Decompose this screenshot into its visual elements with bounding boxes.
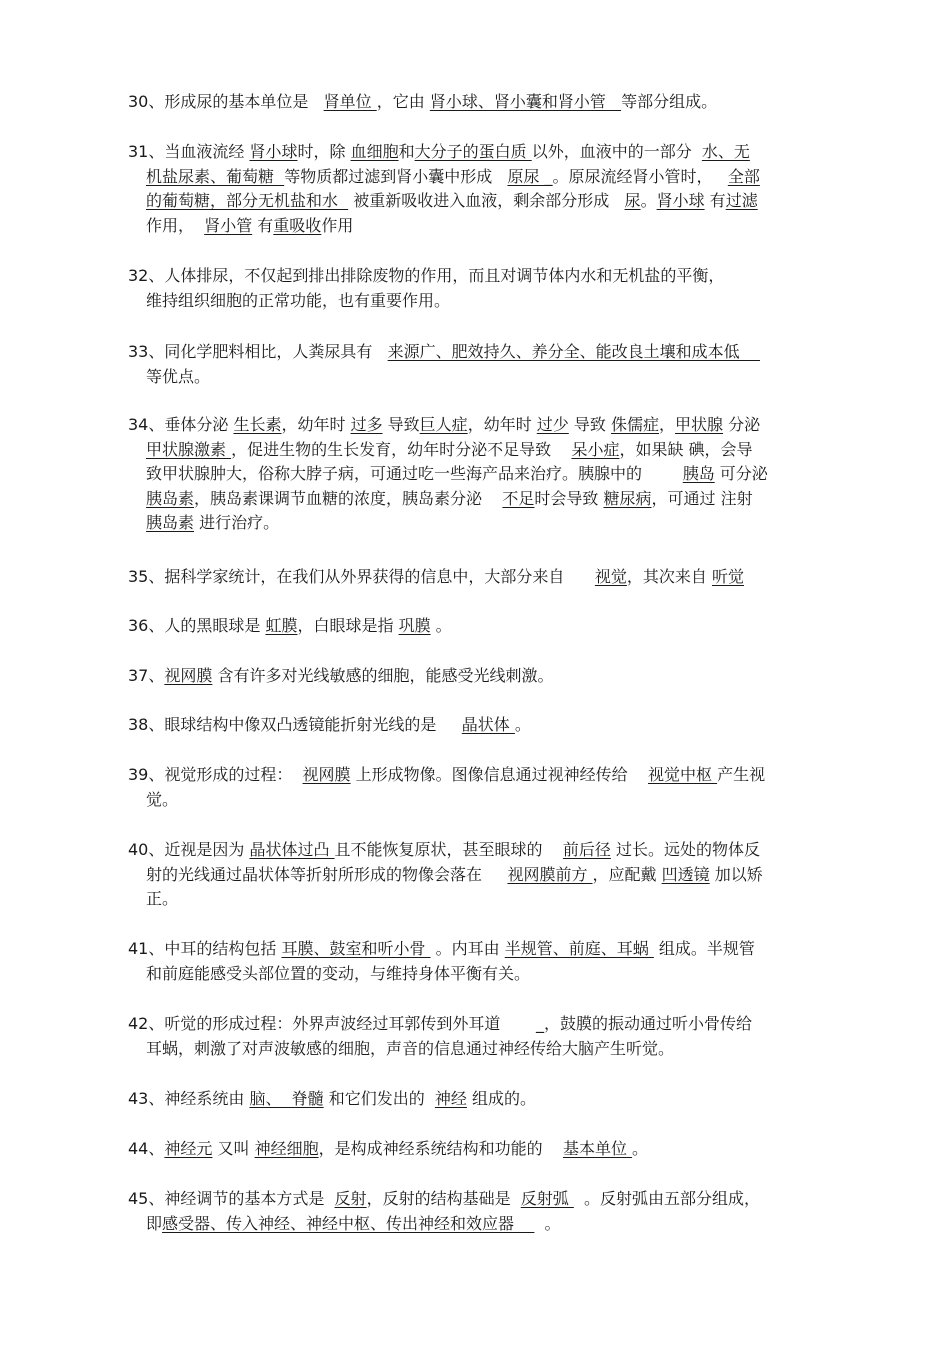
answer-blank: 神经元 [164,1139,213,1158]
answer-blank: 反射弧 [520,1189,574,1208]
question-text: 41、中耳的结构包括 [128,939,282,958]
text-line [128,438,840,463]
question-text: 觉。 [146,789,179,809]
question-text: 产生视 [717,765,766,784]
question-text: 和 [398,142,415,161]
answer-blank: 全部 [727,166,760,186]
question-text: ，反射的结构基础是 [366,1189,521,1208]
answer-blank: 过滤 [725,191,758,211]
question-text: ，促进生物的生长发育，幼年时分泌不足导致 [231,439,572,459]
answer-blank: 尿 [624,191,641,211]
question-item [128,264,840,313]
answer-blank: 视网膜 [302,765,351,784]
question-text: 可分泌 [714,464,768,484]
question-text: 耳蜗，刺激了对声波敏感的细胞，声音的信息通过神经传给大脑产生听觉。 [146,1038,675,1058]
answer-blank: 巨人症 [419,415,468,434]
answer-blank: 胰岛 [682,464,715,484]
question-text: 进行治疗。 [194,513,280,533]
text-line [128,90,840,115]
question-text: 等优点。 [146,366,211,386]
question-item [128,1187,840,1236]
question-text: 44、 [128,1139,165,1158]
text-line [128,887,840,912]
text-line [128,289,840,314]
question-text: 正。 [146,889,179,909]
answer-blank: 生长素 [233,415,282,434]
question-text: 组成。半规管 [653,939,755,958]
answer-blank: 肾单位 [323,92,377,111]
question-item [128,614,840,639]
question-text: 过长。远处的物体反 [610,840,761,859]
text-line [128,264,840,289]
text-line [128,763,840,788]
question-text: 34、垂体分泌 [128,415,234,434]
question-text: 35、据科学家统计，在我们从外界获得的信息中，大部分来自 [128,567,595,586]
answer-blank: 肾小球 [656,191,705,211]
answer-blank: 巩膜 [398,616,431,635]
text-line [128,189,840,214]
answer-blank: 水、无 [701,142,750,161]
question-item [128,1137,840,1162]
question-text: 39、视觉形成的过程： [128,765,303,784]
text-line [128,788,840,813]
question-item [128,1087,840,1112]
text-line [128,1037,840,1062]
text-line [128,165,840,190]
question-text: 33、同化学肥料相比，人粪尿具有 [128,342,388,361]
question-text: 组成的。 [466,1089,537,1108]
question-item [128,713,840,738]
question-text: ，白眼球是指 [297,616,399,635]
text-line [128,838,840,863]
question-item [128,838,840,912]
text-line [128,614,840,639]
text-line [128,462,840,487]
question-text: 。反射弧由五部分组成， [573,1189,761,1208]
answer-blank: 神经 [434,1089,467,1108]
question-text: 致甲状腺肿大，俗称大脖子病，可通过吃一些海产品来治疗。胰腺中的 [146,464,683,484]
answer-blank: 肾小管 [204,215,253,235]
question-text: 40、近视是因为 [128,840,250,859]
text-line [128,1087,840,1112]
question-text: 。 [430,616,452,635]
question-text: 有 [704,191,726,211]
answer-blank: 机盐尿素、葡萄糖 [146,166,285,186]
question-text: ，胰岛素课调节血糖的浓度，胰岛素分泌 [194,488,503,508]
answer-blank: 肾小球、肾小囊和肾小管 [429,92,622,111]
question-text: 时，除 [297,142,351,161]
answer-blank: 糖尿病 [603,488,652,508]
text-line [128,340,840,365]
answer-blank: _ [535,1014,544,1033]
question-text: 38、眼球结构中像双凸透镜能折射光线的是 [128,715,462,734]
answer-blank: 的葡萄糖，部分无机盐和水 [146,191,349,211]
question-text: 42、听觉的形成过程：外界声波经过耳郭传到外耳道 [128,1014,536,1033]
answer-blank: 胰岛素 [146,488,195,508]
answer-blank: 大分子的蛋白质 [414,142,532,161]
text-line [128,1137,840,1162]
question-text: 即 [146,1213,163,1233]
question-text: 37、 [128,666,165,685]
question-item [128,664,840,689]
question-text: 分泌 [723,415,761,434]
question-text: 和它们发出的 [323,1089,435,1108]
question-text: 导致 [568,415,611,434]
answer-blank: 肾小球 [249,142,298,161]
question-text: 作用 [321,215,354,235]
answer-blank: 视网膜前方 [507,864,593,884]
answer-blank: 视觉中枢 [648,765,718,784]
answer-blank: 感受器、传入神经、神经中枢、传出神经和效应器 [162,1213,535,1233]
question-text: 。 [514,715,531,734]
question-text: 。内耳由 [430,939,505,958]
question-text: 且不能恢复原状，甚至眼球的 [334,840,563,859]
question-text: 以外，血液中的一部分 [531,142,702,161]
question-text: ，可通过 注射 [651,488,753,508]
question-text: 等物质都过滤到肾小囊中形成 [284,166,508,186]
question-text: 上形成物像。图像信息通过视神经传给 [350,765,648,784]
text-line [128,1187,840,1212]
question-text: 有 [252,215,274,235]
answer-blank: 凹透镜 [661,864,710,884]
question-item [128,340,840,389]
answer-blank: 过多 [350,415,383,434]
answer-blank: 基本单位 [562,1139,633,1158]
answer-blank: 反射 [334,1189,367,1208]
question-text: ，幼年时 [467,415,537,434]
question-text: 。 [534,1213,561,1233]
question-text: 加以矫 [709,864,763,884]
question-item [128,565,840,590]
question-text: ，它由 [376,92,430,111]
answer-blank: 耳膜、鼓室和听小骨 [281,939,431,958]
question-text: 导致 [382,415,420,434]
answer-blank: 晶状体过凸 [249,840,335,859]
question-text: 32、人体排尿，不仅起到排出排除废物的作用，而且对调节体内水和无机盐的平衡， [128,266,725,285]
answer-blank: 过少 [536,415,569,434]
text-line [128,1012,840,1037]
answer-blank: 呆小症 [571,439,620,459]
question-text: ，鼓膜的振动通过听小骨传给 [543,1014,752,1033]
text-line [128,565,840,590]
question-text: 射的光线通过晶状体等折射所形成的物像会落在 [146,864,508,884]
text-line [128,863,840,888]
text-line [128,1212,840,1237]
answer-blank: 侏儒症 [610,415,659,434]
question-item [128,763,840,812]
text-line [128,962,840,987]
answer-blank: 不足 [502,488,535,508]
text-line [128,937,840,962]
question-text: 维持组织细胞的正常功能，也有重要作用。 [146,290,451,310]
text-line [128,365,840,390]
question-text: 被重新吸收进入血液，剩余部分形成 [348,191,625,211]
question-text: ，幼年时 [281,415,351,434]
question-text: 作用， [146,215,205,235]
question-text: ， [659,415,676,434]
question-text: 时会导致 [534,488,604,508]
question-text: 36、人的黑眼球是 [128,616,266,635]
question-text: 。 [632,1139,649,1158]
answer-blank: 原尿 [507,166,545,186]
answer-blank: 血细胞 [350,142,399,161]
answer-blank: 半规管、前庭、耳蜗 [504,939,654,958]
text-line [128,713,840,738]
question-text: 43、神经系统由 [128,1089,250,1108]
question-item [128,90,840,115]
question-text: ，其次来自 [626,567,712,586]
question-text: 和前庭能感受头部位置的变动，与维持身体平衡有关。 [146,963,531,983]
question-text: 含有许多对光线敏感的细胞，能感受光线刺激。 [212,666,554,685]
question-text: 45、神经调节的基本方式是 [128,1189,335,1208]
question-item [128,937,840,986]
question-text: ，是构成神经系统结构和功能的 [318,1139,563,1158]
question-text: _。原尿流经肾小管时， [544,166,728,186]
answer-blank: 虹膜 [265,616,298,635]
answer-blank: 胰岛素 [146,513,195,533]
answer-blank: 神经细胞 [254,1139,319,1158]
question-item [128,140,840,238]
answer-blank: 前后径 [562,840,611,859]
text-line [128,140,840,165]
question-item [128,1012,840,1061]
answer-blank: 来源广、肥效持久、养分全、能改良土壤和成本低 [387,342,760,361]
answer-blank: 甲状腺激素 [146,439,232,459]
text-line [128,487,840,512]
answer-blank: 听觉 [712,567,745,586]
question-text: 30、形成尿的基本单位是 [128,92,324,111]
answer-blank: 甲状腺 [675,415,724,434]
question-item [128,413,840,536]
answer-blank: 重吸收 [273,215,322,235]
question-text: 。 [640,191,657,211]
text-line [128,214,840,239]
answer-blank: 视觉 [594,567,627,586]
answer-blank: 视网膜 [164,666,213,685]
text-line [128,664,840,689]
answer-blank: 晶状体 [461,715,515,734]
answer-blank: 脑、 脊髓 [249,1089,324,1108]
question-text: 又叫 [212,1139,255,1158]
question-text: ，应配戴 [592,864,662,884]
question-text: 等部分组成。 [621,92,718,111]
question-text: 31、当血液流经 [128,142,250,161]
text-line [128,511,840,536]
question-text: ，如果缺 碘，会导 [619,439,753,459]
text-line [128,413,840,438]
